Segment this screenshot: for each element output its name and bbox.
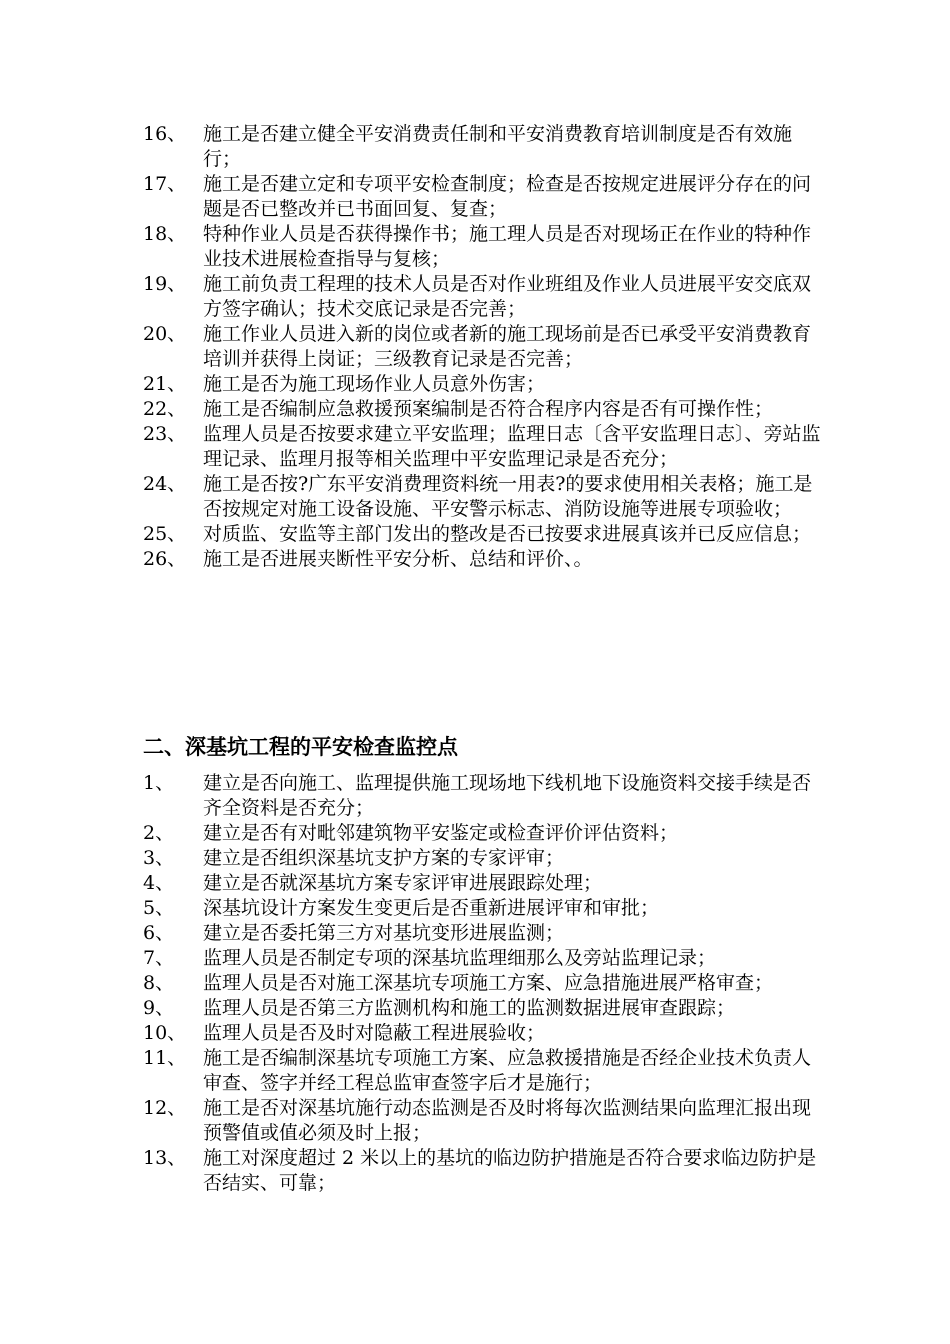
- list-item: [143, 372, 823, 397]
- item-text: 施工是否进展夹断性平安分析、总结和评价、。: [203, 548, 593, 570]
- item-text: 监理人员是否对施工深基坑专项施工方案、应急措施进展严格审查；: [203, 972, 774, 994]
- item-number: 25、: [143, 523, 187, 545]
- item-text: 建立是否委托第三方对基坑变形进展监测；: [203, 922, 565, 944]
- list-item: [143, 971, 823, 996]
- item-number: 24、: [143, 473, 187, 495]
- list-item: [143, 272, 823, 322]
- item-text: 施工前负责工程理的技术人员是否对作业班组及作业人员进展平安交底双方签字确认；技术交底记录是否完善；: [203, 273, 812, 320]
- item-text: 建立是否就深基坑方案专家评审进展跟踪处理；: [203, 872, 603, 894]
- item-number: 26、: [143, 548, 187, 570]
- item-number: 6、: [143, 922, 175, 944]
- item-text: 深基坑设计方案发生变更后是否重新进展评审和审批；: [203, 897, 660, 919]
- item-text: 施工是否编制深基坑专项施工方案、应急救援措施是否经企业技术负责人审查、签字并经工程总监审查签字后才是施行；: [203, 1047, 812, 1094]
- checklist-section-1: [143, 122, 823, 572]
- item-text: 施工是否为施工现场作业人员意外伤害；: [203, 373, 546, 395]
- item-text: 建立是否组织深基坑支护方案的专家评审；: [203, 847, 565, 869]
- item-number: 17、: [143, 173, 187, 195]
- item-text: 监理人员是否及时对隐蔽工程进展验收；: [203, 1022, 546, 1044]
- item-number: 20、: [143, 323, 187, 345]
- list-item: [143, 871, 823, 896]
- item-text: 对质监、安监等主部门发出的整改是否已按要求进展真该并已反应信息；: [203, 523, 812, 545]
- list-item: [143, 172, 823, 222]
- item-text: 施工是否建立定和专项平安检查制度；检查是否按规定进展评分存在的问题是否已整改并已书面回复、复查；: [203, 173, 812, 220]
- item-text: 建立是否向施工、监理提供施工现场地下线机地下设施资料交接手续是否齐全资料是否充分；: [203, 772, 812, 819]
- item-number: 21、: [143, 373, 187, 395]
- item-number: 18、: [143, 223, 187, 245]
- item-number: 19、: [143, 273, 187, 295]
- item-text: 施工对深度超过 2 米以上的基坑的临边防护措施是否符合要求临边防护是否结实、可靠；: [203, 1147, 817, 1194]
- list-item: [143, 946, 823, 971]
- list-item: [143, 921, 823, 946]
- list-item: [143, 422, 823, 472]
- item-text: 监理人员是否制定专项的深基坑监理细那么及旁站监理记录；: [203, 947, 717, 969]
- list-item: [143, 771, 823, 821]
- list-item: [143, 1021, 823, 1046]
- item-number: 22、: [143, 398, 187, 420]
- list-item: [143, 122, 823, 172]
- item-number: 7、: [143, 947, 175, 969]
- list-item: [143, 222, 823, 272]
- list-item: [143, 896, 823, 921]
- item-text: 监理人员是否按要求建立平安监理；监理日志〔含平安监理日志〕、旁站监理记录、监理月报等相关监理中平安监理记录是否充分；: [203, 423, 821, 470]
- list-item: [143, 821, 823, 846]
- item-text: 施工是否对深基坑施行动态监测是否及时将每次监测结果向监理汇报出现预警值或值必须及时上报；: [203, 1097, 812, 1144]
- list-item: [143, 846, 823, 871]
- section-heading: 二、深基坑工程的平安检查监控点: [143, 734, 458, 759]
- item-number: 12、: [143, 1097, 187, 1119]
- item-number: 1、: [143, 772, 175, 794]
- item-number: 10、: [143, 1022, 187, 1044]
- list-item: [143, 1146, 823, 1196]
- list-item: [143, 1096, 823, 1146]
- list-item: [143, 996, 823, 1021]
- item-text: 特种作业人员是否获得操作书；施工理人员是否对现场正在作业的特种作业技术进展检查指导与复核；: [203, 223, 812, 270]
- item-number: 16、: [143, 123, 187, 145]
- item-text: 施工是否编制应急救援预案编制是否符合程序内容是否有可操作性；: [203, 398, 774, 420]
- checklist-section-2: [143, 771, 823, 1196]
- item-number: 23、: [143, 423, 187, 445]
- item-number: 9、: [143, 997, 175, 1019]
- item-number: 13、: [143, 1147, 187, 1169]
- list-item: [143, 547, 823, 572]
- item-number: 8、: [143, 972, 175, 994]
- item-text: 施工是否建立健全平安消费责任制和平安消费教育培训制度是否有效施行；: [203, 123, 793, 170]
- item-text: 建立是否有对毗邻建筑物平安鉴定或检查评价评估资料；: [203, 822, 679, 844]
- list-item: [143, 522, 823, 547]
- list-item: [143, 472, 823, 522]
- list-item: [143, 1046, 823, 1096]
- item-number: 3、: [143, 847, 175, 869]
- item-number: 4、: [143, 872, 175, 894]
- item-text: 施工作业人员进入新的岗位或者新的施工现场前是否已承受平安消费教育培训并获得上岗证；三级教育记录是否完善；: [203, 323, 812, 370]
- item-text: 施工是否按?广东平安消费理资料统一用表?的要求使用相关表格；施工是否按规定对施工设备设施、平安警示标志、消防设施等进展专项验收；: [203, 473, 813, 520]
- item-number: 5、: [143, 897, 175, 919]
- item-text: 监理人员是否第三方监测机构和施工的监测数据进展审查跟踪；: [203, 997, 736, 1019]
- item-number: 2、: [143, 822, 175, 844]
- item-number: 11、: [143, 1047, 187, 1069]
- list-item: [143, 322, 823, 372]
- list-item: [143, 397, 823, 422]
